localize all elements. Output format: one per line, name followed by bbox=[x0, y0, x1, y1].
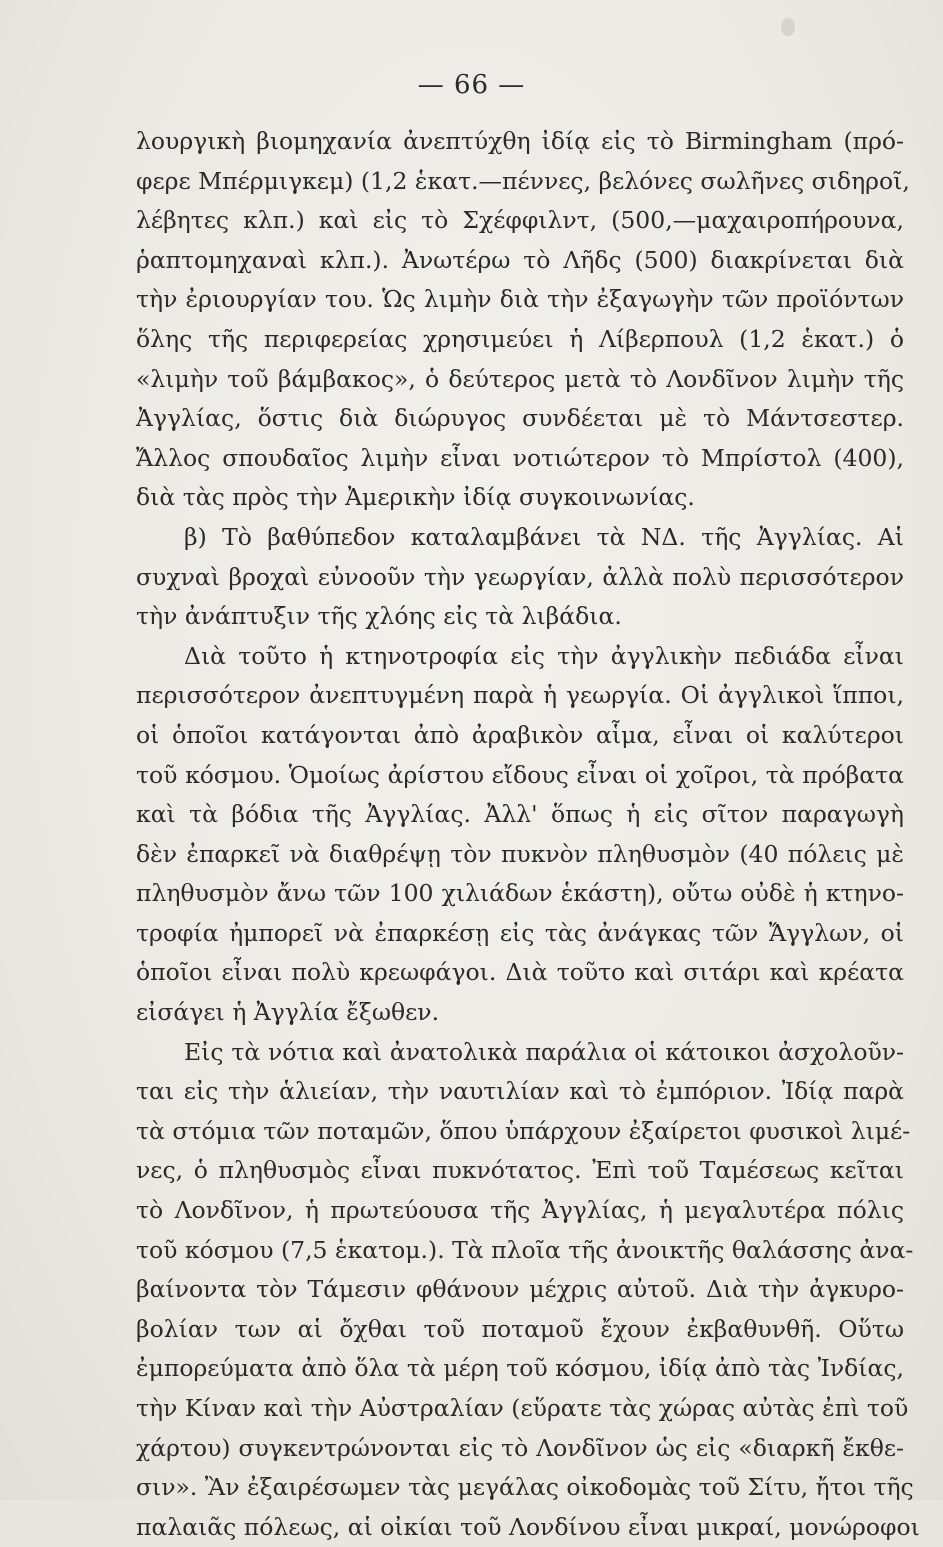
text-line: συχναὶ βροχαὶ εὐνοοῦν τὴν γεωργίαν, ἀλλὰ πολὺ περισσότερον bbox=[136, 562, 904, 591]
text-line: Ἀγγλίας, ὅστις διὰ διώρυγος συνδέεται μὲ τὸ Μάντσεστερ. bbox=[136, 404, 904, 433]
text-line: βολίαν των αἱ ὄχθαι τοῦ ποταμοῦ ἔχουν ἐκβαθυνθῆ. Οὕτω bbox=[136, 1314, 904, 1343]
text-line: ῥαπτομηχαναὶ κλπ.). Ἀνωτέρω τὸ Λῆδς (500) διακρίνεται διὰ bbox=[136, 245, 904, 274]
text-line: εἰσάγει ἡ Ἀγγλία ἔξωθεν. bbox=[136, 998, 440, 1027]
text-line: ἐμπορεύματα ἀπὸ ὅλα τὰ μέρη τοῦ κόσμου, ἰδίᾳ ἀπὸ τὰς Ἰνδίας, bbox=[136, 1354, 904, 1383]
text-line: τὴν ἐριουργίαν του. Ὡς λιμὴν διὰ τὴν ἐξαγωγὴν τῶν προϊόντων bbox=[136, 285, 904, 314]
body-text bbox=[136, 122, 920, 1547]
text-line: λουργικὴ βιομηχανία ἀνεπτύχθη ἰδίᾳ εἰς τὸ Birmingham (πρό- bbox=[136, 127, 904, 155]
text-line: περισσότερον ἀνεπτυγμένη παρὰ ἡ γεωργία. Οἱ ἀγγλικοὶ ἵπποι, bbox=[136, 681, 904, 710]
text-line: τὴν ἀνάπτυξιν τῆς χλόης εἰς τὰ λιβάδια. bbox=[136, 602, 622, 631]
text-line: χάρτου) συγκεντρώνονται εἰς τὸ Λονδῖνον ὡς εἰς «διαρκῆ ἔκθε- bbox=[136, 1433, 904, 1462]
text-line: τὰ στόμια τῶν ποταμῶν, ὅπου ὑπάρχουν ἐξαίρετοι φυσικοὶ λιμέ- bbox=[136, 1116, 911, 1145]
page-number: — 66 — bbox=[417, 70, 526, 100]
text-line: πληθυσμὸν ἄνω τῶν 100 χιλιάδων ἑκάστη), οὔτω οὐδὲ ἡ κτηνο- bbox=[136, 879, 904, 908]
text-line: λέβητες κλπ.) καὶ εἰς τὸ Σχέφφιλντ, (500,—μαχαιροπήρουνα, bbox=[136, 206, 904, 235]
text-line: Ἄλλος σπουδαῖος λιμὴν εἶναι νοτιώτερον τὸ Μπρίστολ (400), bbox=[136, 443, 904, 472]
text-line: τροφία ἠμπορεῖ νὰ ἐπαρκέσῃ εἰς τὰς ἀνάγκας τῶν Ἄγγλων, οἱ bbox=[136, 918, 904, 947]
text-line: οἱ ὁποῖοι κατάγονται ἀπὸ ἀραβικὸν αἷμα, εἶναι οἱ καλύτεροι bbox=[136, 720, 904, 749]
text-line: διὰ τὰς πρὸς τὴν Ἀμερικὴν ἰδίᾳ συγκοινωνίας. bbox=[136, 483, 695, 512]
ink-smudge bbox=[781, 18, 795, 36]
text-line: Εἰς τὰ νότια καὶ ἀνατολικὰ παράλια οἱ κάτοικοι ἀσχολοῦν- bbox=[184, 1037, 904, 1066]
text-line: δὲν ἐπαρκεῖ νὰ διαθρέψῃ τὸν πυκνὸν πληθυσμὸν (40 πόλεις μὲ bbox=[136, 839, 904, 868]
text-line: β) Τὸ βαθύπεδον καταλαμβάνει τὰ ΝΔ. τῆς Ἀγγλίας. Αἱ bbox=[184, 522, 904, 551]
text-line: βαίνοντα τὸν Τάμεσιν φθάνουν μέχρις αὐτοῦ. Διὰ τὴν ἀγκυρο- bbox=[136, 1275, 904, 1304]
text-line: καὶ τὰ βόδια τῆς Ἀγγλίας. Ἀλλ' ὅπως ἡ εἰς σῖτον παραγωγὴ bbox=[136, 800, 904, 829]
text-line: παλαιᾶς πόλεως, αἱ οἰκίαι τοῦ Λονδίνου εἶναι μικραί, μονώροφοι bbox=[136, 1512, 920, 1541]
text-line: τὸ Λονδῖνον, ἡ πρωτεύουσα τῆς Ἀγγλίας, ἡ μεγαλυτέρα πόλις bbox=[136, 1196, 904, 1225]
text-line: τοῦ κόσμου (7,5 ἑκατομ.). Τὰ πλοῖα τῆς ἀνοικτῆς θαλάσσης ἀνα- bbox=[136, 1235, 914, 1264]
text-line: ὅλης τῆς περιφερείας χρησιμεύει ἡ Λίβερπουλ (1,2 ἑκατ.) ὁ bbox=[136, 324, 904, 353]
text-line: «λιμὴν τοῦ βάμβακος», ὁ δεύτερος μετὰ τὸ Λονδῖνον λιμὴν τῆς bbox=[136, 364, 904, 393]
text-line: νες, ὁ πληθυσμὸς εἶναι πυκνότατος. Ἐπὶ τοῦ Ταμέσεως κεῖται bbox=[136, 1156, 904, 1185]
text-line: φερε Μπέρμιγκεμ) (1,2 ἑκατ.—πέννες, βελόνες σωλῆνες σιδηροῖ, bbox=[136, 166, 910, 195]
text-line: ὁποῖοι εἶναι πολὺ κρεωφάγοι. Διὰ τοῦτο καὶ σιτάρι καὶ κρέατα bbox=[136, 958, 904, 987]
text-line: ται εἰς τὴν ἁλιείαν, τὴν ναυτιλίαν καὶ τὸ ἐμπόριον. Ἰδίᾳ παρὰ bbox=[136, 1077, 904, 1106]
text-line: σιν». Ἂν ἐξαιρέσωμεν τὰς μεγάλας οἰκοδομὰς τοῦ Σίτυ, ἤτοι τῆς bbox=[136, 1473, 914, 1502]
text-line: τὴν Κίναν καὶ τὴν Αὐστραλίαν (εὕρατε τὰς χώρας αὐτὰς ἐπὶ τοῦ bbox=[136, 1394, 909, 1422]
text-line: τοῦ κόσμου. Ὁμοίως ἀρίστου εἴδους εἶναι οἱ χοῖροι, τὰ πρόβατα bbox=[136, 760, 904, 789]
text-line: Διὰ τοῦτο ἡ κτηνοτροφία εἰς τὴν ἀγγλικὴν πεδιάδα εἶναι bbox=[184, 641, 904, 670]
